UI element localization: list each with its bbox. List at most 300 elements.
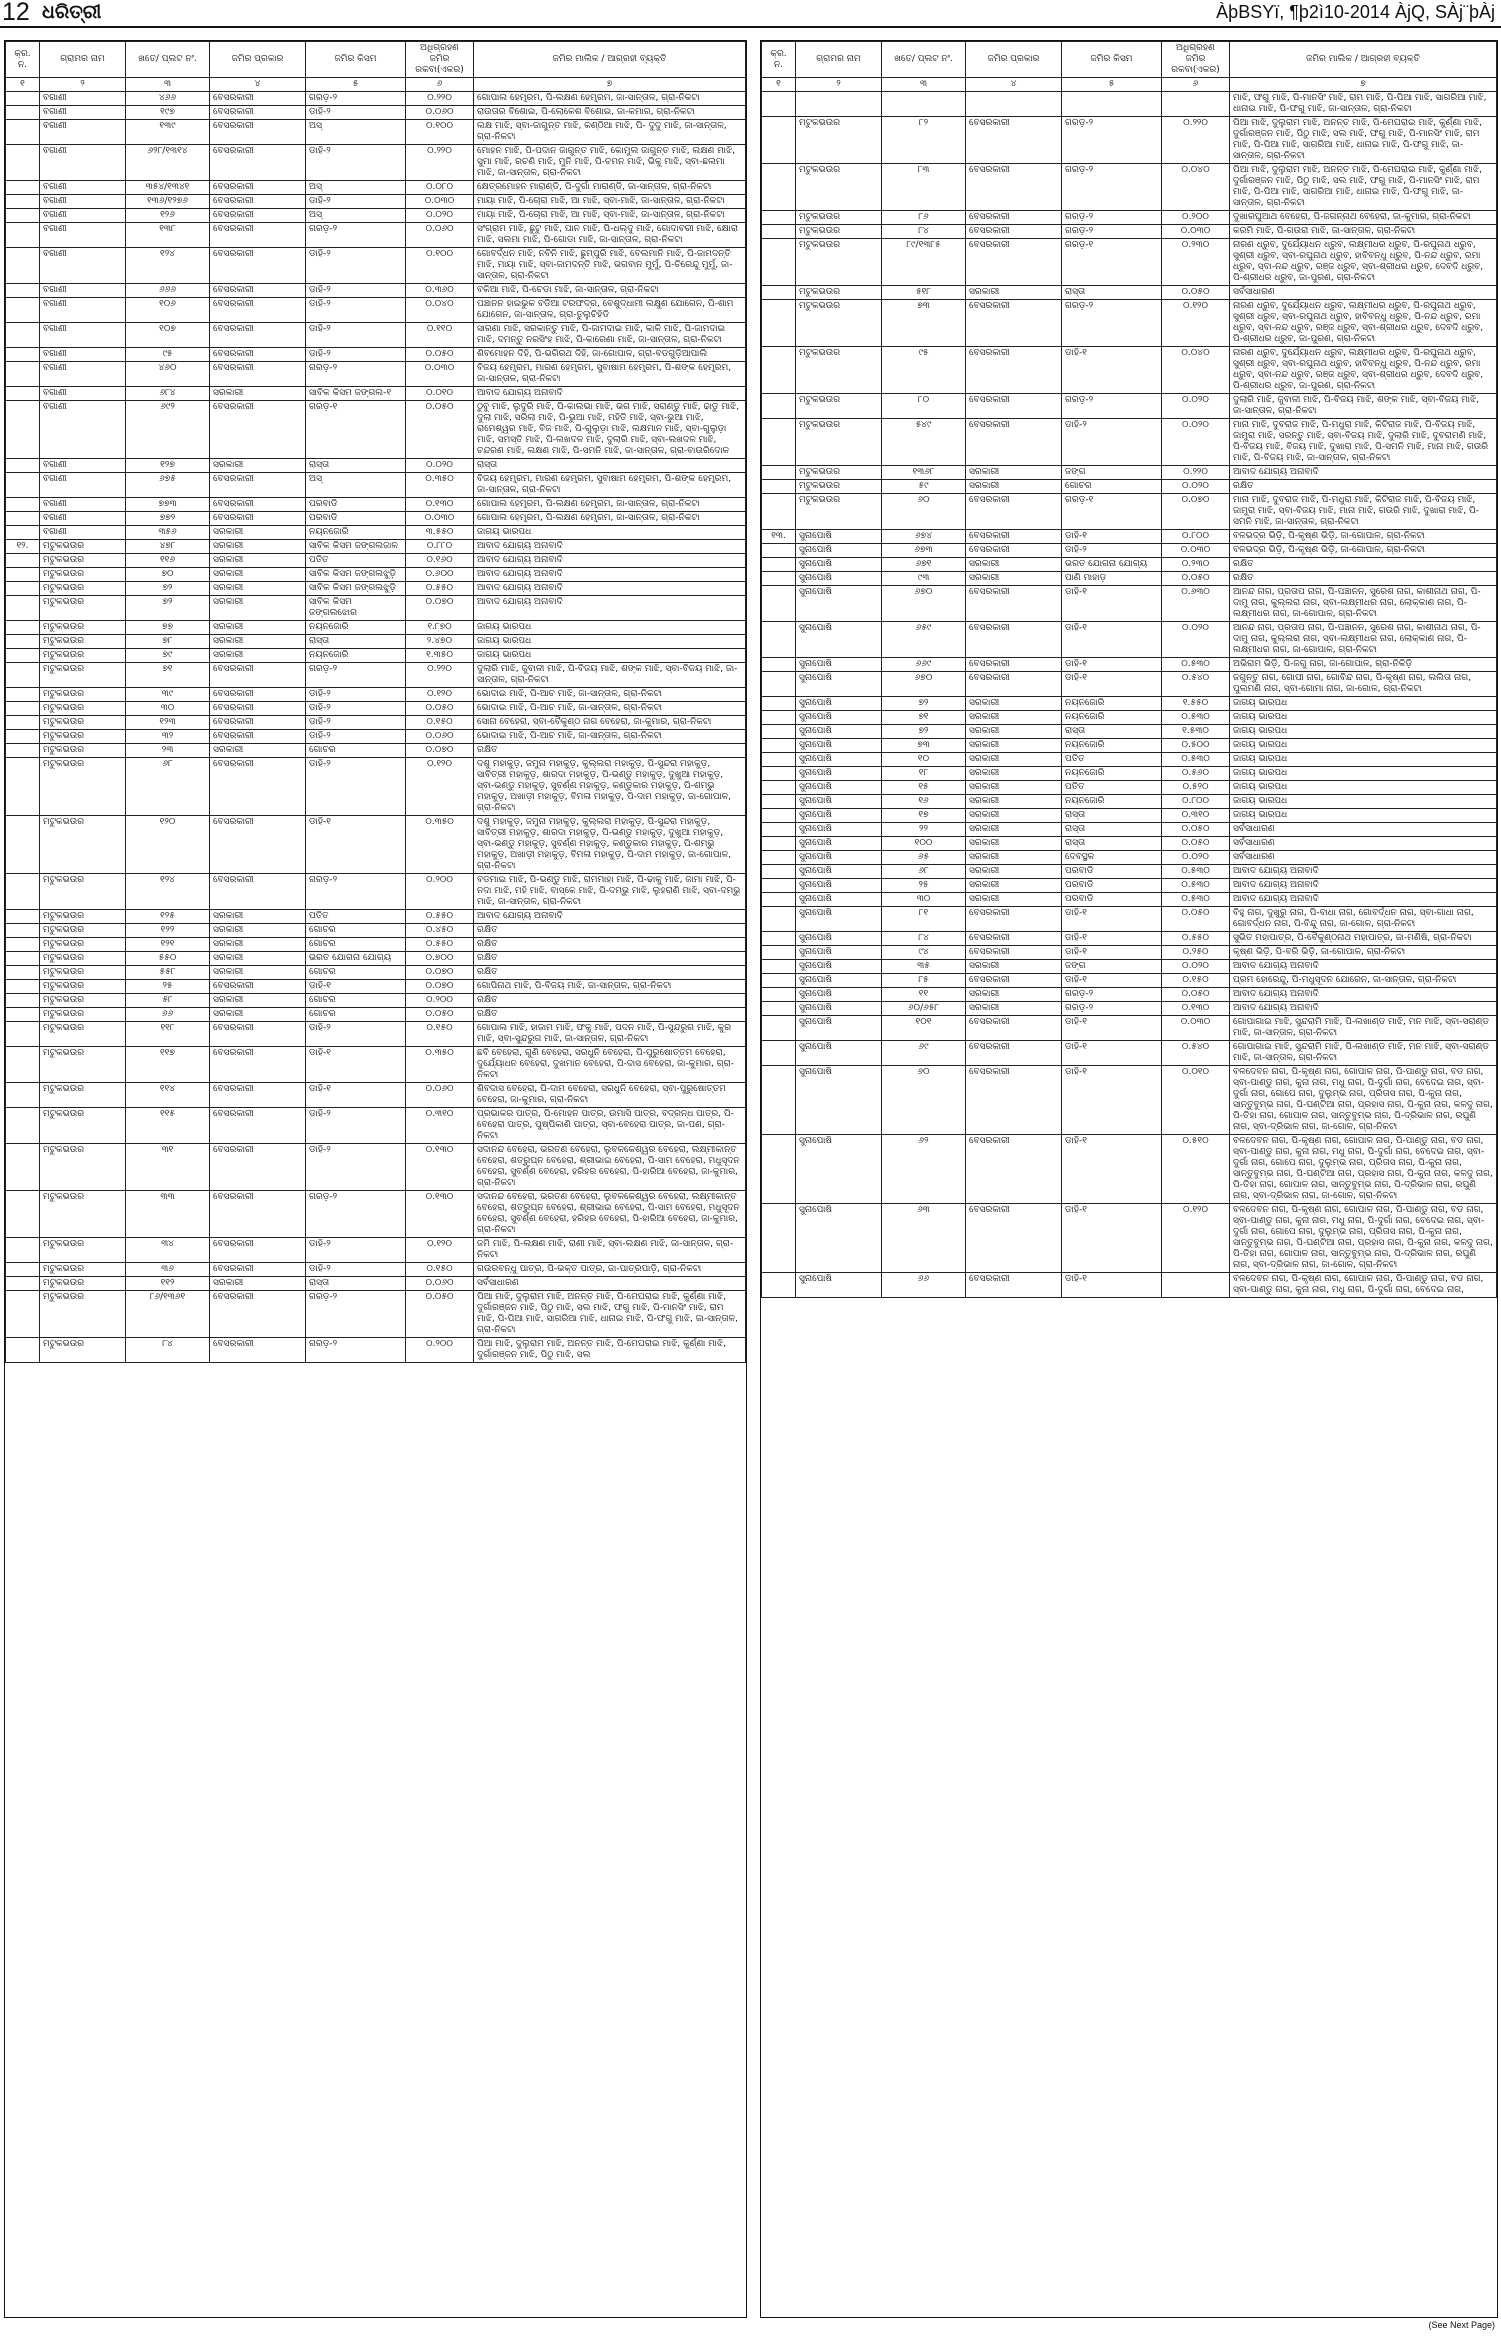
table-row <box>6 498 746 512</box>
kisam-cell: ପତିତ <box>1062 781 1162 795</box>
serial-cell <box>6 1022 40 1047</box>
village-cell: ସୁନାପୋଷି <box>796 753 882 767</box>
table-row <box>6 348 746 362</box>
serial-cell <box>6 1144 40 1191</box>
owner-cell: କୃଷ୍ଣ ଭିଡ଼ି, ପି-ବରି ଭିଡ଼ି, ଜା-ଗୋପାଳ, ଗ୍ରା-ନିକଟା <box>1230 946 1497 960</box>
village-cell: ବଗାଣୀ <box>40 248 126 284</box>
area-cell: ୦.୫୩୦ <box>1162 879 1230 893</box>
serial-cell <box>762 544 796 558</box>
area-cell: ୦.୧୦୦ <box>406 120 474 145</box>
kisam-cell: ସାବିକ କିସମ ଜଙ୍ଗଲଝୁଡ଼ି <box>306 568 406 582</box>
village-cell: ସୁନାପୋଷି <box>796 739 882 753</box>
village-cell: ମଟୁକଭଉର <box>40 816 126 874</box>
column-number: ୩ <box>126 78 210 92</box>
table-row <box>6 980 746 994</box>
plot-cell: ୧୨୪ <box>126 248 210 284</box>
owner-cell: ନାରଣ ଧ୍ରୁବ, ଦୁର୍ଯ୍ୟୋଧନ ଧ୍ରୁବ, ଲକ୍ଷ୍ମୀଧର ଧ୍ରୁବ, ପି-ରଘୁନାଥ ଧ୍ରୁବ, ସୁଶ୍ରୀ ଧ୍ରୁବ, ସ୍ବା-ରଘୁନାଥ ଧ୍ରୁବ, ହାବିବନ୍ଧୁ ଧ୍ରୁବ, ପି-ନନ୍ଦ ଧ୍ରୁବ, ରମା ଧ୍ରୁବ, ସ୍ବା-ନନ୍ଦ ଧ୍ରୁବ, ରଞ୍ଜ ଧ୍ରୁବ, ସ୍ବା-ଶ୍ରୀଧର ଧ୍ରୁବ, ଦେବଦି ଧ୍ରୁବ, ପି-ଶ୍ରୀଧର ଧ୍ରୁବ, ଜା-ପୁରଣ, ଗ୍ରା-ନିକଟା <box>1230 239 1497 286</box>
serial-cell <box>6 688 40 702</box>
owner-cell: ସର୍ବସାଧାରଣ <box>1230 823 1497 837</box>
serial-cell: ୧୩. <box>762 530 796 544</box>
owner-cell: ଆବାଦ ଯୋଗ୍ୟ ଅନାବାଦି <box>474 596 746 621</box>
plot-cell: ୬୭୩ <box>882 544 966 558</box>
kisam-cell: ରାସ୍ତା <box>1062 725 1162 739</box>
plot-cell: ୨୫ <box>882 879 966 893</box>
village-cell: ସୁନାପୋଷି <box>796 781 882 795</box>
kisam-cell: ଗରଡ଼-୨ <box>306 1191 406 1238</box>
kisam-cell: ସାବିକ କିସମ ଜଙ୍ଗଲଜାଳ <box>306 540 406 554</box>
village-cell: ବଗାଣୀ <box>40 348 126 362</box>
serial-cell <box>6 994 40 1008</box>
village-cell: ମଟୁକଭଉର <box>796 394 882 419</box>
serial-cell <box>762 725 796 739</box>
owner-cell: ଆବାଦ ଯୋଗ୍ୟ ଅନାବାଦି <box>474 910 746 924</box>
serial-cell <box>6 401 40 459</box>
column-number: ୫ <box>1062 78 1162 92</box>
land-type-cell: ସରକାରୀ <box>966 767 1062 781</box>
serial-cell <box>762 347 796 394</box>
land-type-cell: ବେସରକାରୀ <box>966 1135 1062 1204</box>
serial-cell <box>762 1204 796 1273</box>
land-type-cell: ବେସରକାରୀ <box>210 348 306 362</box>
column-header: ଅଧିଗ୍ରହଣ ଜମିର ରକବା(ଏକର) <box>406 42 474 78</box>
serial-cell <box>762 658 796 672</box>
village-cell: ସୁନାପୋଷି <box>796 1066 882 1135</box>
plot-cell: ୧୨୭ <box>126 459 210 473</box>
serial-cell <box>762 1002 796 1016</box>
plot-cell: ୧୧୨ <box>126 1277 210 1291</box>
village-cell: ମଟୁକଭଉର <box>40 1263 126 1277</box>
owner-cell: ଗୋପିନାଥ ମାଝି, ପି-ବିଜୟ ମାଝି, ଜା-ସାନ୍ତାଳ, ଗ୍ରା-ନିକଟା <box>474 980 746 994</box>
area-cell: ୦.୩୫୦ <box>406 1047 474 1083</box>
land-type-cell: ସରକାରୀ <box>966 480 1062 494</box>
owner-cell: ରାଉତାର ବିଶୋଇ, ପି-ଲୋକେଶ ବିଶୋଇ, ଜା-କମାର, ଗ୍ରା-ନିକଟା <box>474 106 746 120</box>
owner-cell: ଜମି ମାଝି, ପି-ଲକ୍ଷଣ ମାଝି, ରାଣୀ ମାଝି, ସ୍ବା-ଲକ୍ଷଣ ମାଝି, ଜା-ସାନ୍ତାଳ, ଗ୍ରା-ନିକଟା <box>474 1238 746 1263</box>
village-cell: ସୁନାପୋଷି <box>796 988 882 1002</box>
land-type-cell: ବେସରକାରୀ <box>210 323 306 348</box>
table-row <box>762 988 1497 1002</box>
table-row <box>6 1144 746 1191</box>
owner-cell: ଠୁବୁ ମାଝି, ଲୁଦୁରି ମାଝି, ପି-କାଲଭା ମାଝି, ଭଗ ମାଝି, ସରାଣ୍ଡୁ ମାଝି, ଢାଡୁ ମାଝି, ଦୁଲା ମାଝି, ସରିଲା ମାଝି, ପି-ଭୁଆ ମାଝି, ମହିତି ମାଝି, ସ୍ବା-ଭୁଆ ମାଝି, ରାମେଶ୍ୱର ମାଝି, ବିଜ ମାଝି, ପି-ଗୁଲୁଡ଼ା ମାଝି, ଲକ୍ଷମାନ ମାଝି, ସ୍ବା-ଗୁଲୁଡ଼ା ମାଝି, ସମସ୍ତି ମାଝି, ପି-ଲଖଦଳ ମାଝି, ଦୁଲାରି ମାଝି, ସ୍ବା-ଲଖଦଳ ମାଝି, ଚନ୍ଦରଣ ମାଝି, ଲକ୍ଷଣ ମାଝି, ପି-ସମନି ମାଝି, ଜା-ସାନ୍ତାଳ, ଗ୍ରା-ବାଉରିଦୋଳ <box>474 401 746 459</box>
table-row <box>6 298 746 323</box>
serial-cell <box>6 596 40 621</box>
owner-cell: ରକ୍ଷିତ <box>474 994 746 1008</box>
kisam-cell: ଡାହି-୧ <box>1062 586 1162 622</box>
serial-cell <box>762 286 796 300</box>
serial-cell <box>762 946 796 960</box>
owner-cell: ପିଆ ମାଝି, ଦୁଲୁରାମ ମାଝି, ଅନନ୍ତ ମାଝି, ପି-ମେଘରାଇ ମାଝି, କୁର୍ଣ୍ଣା ମାଝି, ଦୁର୍ଗାରଞ୍ଜନ ମାଝି, ପିଠୁ ମାଝି, ସଲ <box>474 1338 746 1363</box>
kisam-cell: ସାବିକ କିସମ ଜଙ୍ଗଲଝୁଡ଼ି <box>306 582 406 596</box>
serial-cell <box>762 823 796 837</box>
area-cell: ୩.୫୫୦ <box>406 526 474 540</box>
area-cell: ୦.୦୬୦ <box>406 1277 474 1291</box>
village-cell: ମଟୁକଭଉର <box>40 1238 126 1263</box>
serial-cell <box>6 568 40 582</box>
land-type-cell: ବେସରକାରୀ <box>210 758 306 816</box>
land-type-cell: ସରକାରୀ <box>966 823 1062 837</box>
plot-cell: ୧୨୬ <box>126 209 210 223</box>
village-cell: ସୁନାପୋଷି <box>796 932 882 946</box>
area-cell: ୦.୦୭୦ <box>406 596 474 621</box>
table-row <box>762 672 1497 697</box>
land-type-cell: ବେସରକାରୀ <box>210 362 306 387</box>
table-row <box>762 823 1497 837</box>
land-type-cell: ସରକାରୀ <box>210 938 306 952</box>
table-row <box>762 530 1497 544</box>
table-row <box>762 544 1497 558</box>
owner-cell: ବକିଆ ମାଝି, ପି-ଚେଡା ମାଝି, ଜା-ସାନ୍ତାଳ, ଗ୍ରା-ନିକଟା <box>474 284 746 298</box>
table-row <box>6 540 746 554</box>
area-cell: ୦.୩୬୦ <box>406 284 474 298</box>
owner-cell: ଜାଗୟ ଭାରପଧ <box>1230 697 1497 711</box>
owner-cell: ଲକ୍ଷ ମାଝି, ସ୍ବା-ଜାଗୁନ୍ତ ମାଝି, କଣ୍ଠିଆ ମାଝି, ପି- ଦୁଦୁ ମାଝି, ଜା-ସାନ୍ତାଳ, ଗ୍ରା-ନିକଟା <box>474 120 746 145</box>
village-cell: ସୁନାପୋଷି <box>796 1002 882 1016</box>
land-type-cell: ସରକାରୀ <box>210 540 306 554</box>
owner-cell: ଦୁଲାରି ମାଝି, ଜୁବାଳୀ ମାଝି, ପି-ବିଜୟ ମାଝି, ଶଙ୍କ ମାଝି, ସ୍ବା-ବିଜୟ ମାଝି, ଜା-ସାନ୍ତାଳ, ଗ୍ରା-ନିକଟା <box>1230 394 1497 419</box>
kisam-cell: ଗରଡ଼-୨ <box>306 874 406 910</box>
land-type-cell: ସରକାରୀ <box>210 526 306 540</box>
area-cell: ୦.୧୩୦ <box>1162 1002 1230 1016</box>
village-cell: ବଗାଣୀ <box>40 387 126 401</box>
area-cell: ୦.୦୭୦ <box>1162 494 1230 530</box>
village-cell: ସୁନାପୋଷି <box>796 711 882 725</box>
area-cell: ୦.୦୭୦ <box>406 744 474 758</box>
serial-cell <box>6 298 40 323</box>
owner-cell: ଜାଗୟ ଭାରପଧ <box>474 649 746 663</box>
area-cell: ୦.୫୪୦ <box>1162 1041 1230 1066</box>
owner-cell: ସର୍ବସାଧାରଣ <box>1230 286 1497 300</box>
owner-cell: ସଦାନନ୍ଦ ବେହେରା, ଭରତଣ ବେହେରା, ଲୁବଳକେଶ୍ୱର ବେହେରା, ଲକ୍ଷ୍ମୀକାନ୍ତ ବେହେରା, ଶତ୍ରୁଘ୍ନ ବେହେରା, ଶ୍ରୀଭାଇ ବେହେରା, ପି-ସାମ ବେହେରା, ମଧୁସୂଦନ ବେହେରା, ସୁବର୍ଣ୍ଣ ବେହେରା, ହରିହର ବେହେରା, ପି-ହାରିଆ ବେହେରା, ଜା-କୁମାର, ଗ୍ରା-ନିକଟା <box>474 1144 746 1191</box>
area-cell: ୨.୪୭୦ <box>406 635 474 649</box>
village-cell: ମଟୁକଭଉର <box>40 758 126 816</box>
kisam-cell: ଡାହି-୧ <box>306 816 406 874</box>
owner-cell: ଆନନ୍ଦ ନାଗ, ପ୍ରତାପ ନାଗ, ପି-ପଞ୍ଚାନନ, ସୁରେଶ ନାଗ, କାଶୀନାଥ ନାଗ, ପି-ଦାମୁ ନାଗ, କୁଲ୍ଲରା ନାଗ, ସ୍ବା-ଲକ୍ଷ୍ମୀଧର ନାଗ, ଲୋକ୍କାଣ ନାଗ, ପି-ଲକ୍ଷ୍ମୀଧର ନାଗ, ଜା-ଗୋପାଳ, ଗ୍ରା-ନିକଟା <box>1230 622 1497 658</box>
table-row <box>762 795 1497 809</box>
owner-cell: ମାୟା ମାଝି, ପି-ଚୋରା ମାଝି, ଆ ମାଝି, ସ୍ବା-ମାଝି, ଜା-ସାନ୍ତାଳ, ଗ୍ରା-ନିକଟା <box>474 209 746 223</box>
kisam-cell: ପରବାଡି <box>306 498 406 512</box>
owner-cell: ବଳଦେବନ ନାଗ, ପି-କୃଷ୍ଣ ନାଗ, ଗୋପାଳ ନାଗ, ପି-ପାଣ୍ଡୁ ନାଗ, ବଡ ନାଗ, ସ୍ବା-ପାଣ୍ଡୁ ନାଗ, କୁନା ନାଗ, ମଧୁ ନାଗ, ପି-ଦୁର୍ଗା ନାଗ, ବେଦେଇ ନାଗ, <box>1230 1273 1497 1298</box>
plot-cell: ୧୧୪ <box>126 1083 210 1108</box>
kisam-cell: ଗରଡ଼-୨ <box>1062 225 1162 239</box>
village-cell: ମଟୁକଭଉର <box>796 211 882 225</box>
kisam-cell: ଡାହି-୨ <box>306 348 406 362</box>
land-type-cell: ବେସରକାରୀ <box>966 586 1062 622</box>
area-cell: ୦.୦୨୦ <box>1162 960 1230 974</box>
kisam-cell: ଡାହି-୨ <box>1062 419 1162 466</box>
village-cell: ମଟୁକଭଉର <box>40 635 126 649</box>
area-cell: ୦.୦୫୦ <box>406 401 474 459</box>
land-type-cell: ସରକାରୀ <box>210 924 306 938</box>
serial-cell <box>762 466 796 480</box>
table-row <box>762 1273 1497 1298</box>
land-type-cell: ବେସରକାରୀ <box>210 298 306 323</box>
serial-cell <box>762 932 796 946</box>
land-type-cell: ବେସରକାରୀ <box>210 181 306 195</box>
table-row <box>762 494 1497 530</box>
land-type-cell: ସରକାରୀ <box>966 711 1062 725</box>
village-cell: ମଟୁକଭଉର <box>40 716 126 730</box>
serial-cell <box>762 893 796 907</box>
owner-cell: ରକ୍ଷିତ <box>474 938 746 952</box>
plot-cell: ୧୬ <box>882 795 966 809</box>
table-row <box>762 572 1497 586</box>
table-row <box>6 744 746 758</box>
village-cell: ବଗାଣୀ <box>40 323 126 348</box>
owner-cell: ଆବାଦ ଯୋଗ୍ୟ ଅନାବାଦି <box>1230 988 1497 1002</box>
table-body-left <box>6 92 746 1363</box>
land-type-cell: ସରକାରୀ <box>210 952 306 966</box>
serial-cell <box>762 697 796 711</box>
owner-cell: ରକ୍ଷିତ <box>474 744 746 758</box>
table-row <box>762 286 1497 300</box>
area-cell: ୦.୦୪୦ <box>406 298 474 323</box>
land-type-cell: ବେସରକାରୀ <box>966 946 1062 960</box>
plot-cell: ୬୫ <box>882 851 966 865</box>
kisam-cell: ଡାହି-୨ <box>1062 544 1162 558</box>
serial-cell <box>6 1083 40 1108</box>
land-type-cell: ବେସରକାରୀ <box>210 223 306 248</box>
land-type-cell: ସରକାରୀ <box>210 994 306 1008</box>
serial-cell <box>762 558 796 572</box>
owner-cell: ବଳଦେବନ ନାଗ, ପି-କୃଷ୍ଣ ନାଗ, ଗୋପାଳ ନାଗ, ପି-ପାଣ୍ଡୁ ନାଗ, ବଡ ନାଗ, ସ୍ବା-ପାଣ୍ଡୁ ନାଗ, କୁନା ନାଗ, ମଧୁ ନାଗ, ପି-ଦୁର୍ଗା ନାଗ, ବେଦେଇ ନାଗ, ସ୍ବା-ଦୁର୍ଗା ନାଗ, ଗୋପେ ନାଗ, ଦୁଲୁମ୍ଭ ନାଗ, ପ୍ରିତାସ ନାଗ, ପି-କୁନା ନାଗ, ସାନ୍ତୁବୁମ୍ଭ ନାଗ, ପି-ଘଣ୍ଟିଆ ନାଗ, ପ୍ରହାସ ନାଗ, ପି-କୁନା ନାଗ, କଳଦୁ ନାଗ, ପି-ତିହା ନାଗ, ଗୋପାଳ ନାଗ, ସାନ୍ତୁବୁମ୍ଭ ନାଗ, ପି-ଦ୍ରିଭାଳ ନାଗ, ରଘୁଣି ନାଗ, ସ୍ବା-ଦ୍ରିଭାଳ ନାଗ, ଜା-ଗୋଳ, ଗ୍ରା-ନିକଟା <box>1230 1135 1497 1204</box>
kisam-cell: ରାସ୍ତା <box>1062 823 1162 837</box>
area-cell: ୦.୦୬୦ <box>406 730 474 744</box>
owner-cell: ସୋନା ବେହେରା, ସ୍ବା-ବୈକୁଣ୍ଠ ନାଗ ବେହେରା, ଜା-କୁମାର, ଗ୍ରା-ନିକଟା <box>474 716 746 730</box>
village-cell: ସୁନାପୋଷି <box>796 795 882 809</box>
land-type-cell: ବେସରକାରୀ <box>966 1204 1062 1273</box>
area-cell: ୦.୦୨୦ <box>1162 622 1230 658</box>
plot-cell: ୧୩୯ <box>126 120 210 145</box>
serial-cell <box>6 387 40 401</box>
area-cell: ୦.୫୫୦ <box>406 910 474 924</box>
land-type-cell: ସରକାରୀ <box>210 387 306 401</box>
plot-cell: ୫୯ <box>882 480 966 494</box>
owner-cell: ଗୋପାଲ ମାଝି, ହାଜାମ ମାଝି, ଫକୁ ମାଝି, ପଦନ ମାଝି, ପି-ସୁନ୍ଦରୁଗ ମାଝି, କୁର ମାଝି, ସ୍ବା-ସୁନ୍ଦରୁଗ ମାଝି, ଜା-ସାନ୍ତାଳ, ଗ୍ରା-ନିକଟା <box>474 1022 746 1047</box>
kisam-cell: ଡାହି-୨ <box>306 1263 406 1277</box>
owner-cell: ଜାଗୟ ଭାରପଧ <box>1230 711 1497 725</box>
plot-cell: ୧୩୬୮ <box>882 466 966 480</box>
village-cell: ମଟୁକଭଉର <box>40 540 126 554</box>
village-cell: ସୁନାପୋଷି <box>796 851 882 865</box>
serial-cell <box>6 635 40 649</box>
kisam-cell: ଗରଡ଼-୨ <box>1062 164 1162 211</box>
village-cell: ମଟୁକଭଉର <box>40 966 126 980</box>
table-row <box>762 753 1497 767</box>
land-type-cell: ସରକାରୀ <box>210 459 306 473</box>
plot-cell: ୧୨୦ <box>126 816 210 874</box>
table-row <box>6 195 746 209</box>
land-type-cell: ବେସରକାରୀ <box>210 195 306 209</box>
kisam-cell: ଗରଡ଼-୨ <box>306 362 406 387</box>
table-row <box>6 1263 746 1277</box>
land-type-cell: ବେସରକାରୀ <box>210 1263 306 1277</box>
owner-cell: ଛବି ବେହେରା, ଗୁଣି ବେହେରା, ସରଧୁନି ବେହେରା, ପି-ପୁରୁଷୋତ୍ତମ ବେହେରା, ଦୁର୍ଯ୍ୟୋଧନ ବେହେରା, ଦୁଖମାନ ବେହେରା, ପି-ଦାସ ବେହେରା, ଜା-କୁମାର, ଗ୍ରା-ନିକଟା <box>474 1047 746 1083</box>
land-type-cell: ବେସରକାରୀ <box>966 394 1062 419</box>
area-cell: ୦.୦୫୦ <box>1162 907 1230 932</box>
kisam-cell: ଗରଡ଼-୨ <box>306 92 406 106</box>
village-cell: ମଟୁକଭଉର <box>796 347 882 394</box>
owner-cell: ପ୍ରମ ହୋରେନ୍ଦୁ, ପି-ମଧୁସୂଦନ ଯୋରେନ, ଜା-ସାନ୍ତାଳ, ଗ୍ରା-ନିକଟା <box>1230 974 1497 988</box>
table-row <box>6 512 746 526</box>
plot-cell: ୭୨ <box>126 582 210 596</box>
kisam-cell: ଡାହି-୨ <box>306 145 406 181</box>
plot-cell: ୬୩ <box>882 1204 966 1273</box>
land-type-cell: ବେସରକାରୀ <box>210 498 306 512</box>
owner-cell: ରକ୍ଷିତ <box>1230 558 1497 572</box>
table-row <box>762 1016 1497 1041</box>
serial-cell <box>6 663 40 688</box>
serial-cell <box>6 1338 40 1363</box>
plot-cell: ୧୫ <box>882 781 966 795</box>
table-row <box>6 635 746 649</box>
serial-cell <box>762 865 796 879</box>
serial-cell <box>762 879 796 893</box>
table-row <box>6 966 746 980</box>
kisam-cell: ଡାହି-୧ <box>1062 1273 1162 1298</box>
area-cell: ୦.୫୬୦ <box>1162 767 1230 781</box>
serial-cell <box>762 1041 796 1066</box>
kisam-cell: ଡାହି-୨ <box>306 1022 406 1047</box>
land-type-cell: ବେସରକାରୀ <box>966 544 1062 558</box>
owner-cell: ଜାଗୟ ଭାରପଧ <box>474 635 746 649</box>
land-type-cell: ବେସରକାରୀ <box>966 117 1062 164</box>
table-row <box>762 907 1497 932</box>
plot-cell: ୧୦ <box>882 753 966 767</box>
land-type-cell: ବେସରକାରୀ <box>966 1273 1062 1298</box>
village-cell: ସୁନାପୋଷି <box>796 1016 882 1041</box>
plot-cell: ୬୨ <box>882 1135 966 1204</box>
table-row <box>6 994 746 1008</box>
land-type-cell: ସରକାରୀ <box>966 739 1062 753</box>
kisam-cell: ପରବାଡି <box>1062 893 1162 907</box>
village-cell: ମଟୁକଭଉର <box>40 1144 126 1191</box>
village-cell: ସୁନାପୋଷି <box>796 572 882 586</box>
village-cell: ବଗାଣୀ <box>40 512 126 526</box>
land-type-cell: ସରକାରୀ <box>966 286 1062 300</box>
plot-cell: ୧୩୬/୧୨୭୬ <box>126 195 210 209</box>
owner-cell: ଗୋପାଗାଇ ମାଝି, ସୁନ୍ଦରାମି ମାଝି, ପି-ଲଖାଣ୍ଡ ମାଝି, ମନ ମାଝି, ସ୍ବା-ସରାଣ୍ଡ ମାଝି, ଜା-ସାନ୍ତାଳ, ଗ୍ରା-ନିକଟା <box>1230 1016 1497 1041</box>
serial-cell <box>6 924 40 938</box>
kisam-cell: ଅସ୍ <box>306 181 406 195</box>
owner-cell: ଆବାଦ ଯୋଗ୍ୟ ଅନାବାଦି <box>1230 1002 1497 1016</box>
plot-cell: ୬୮ <box>882 865 966 879</box>
plot-cell: ୮୪ <box>882 225 966 239</box>
owner-cell: ଜାଗୟ ଭାରପଧ <box>1230 781 1497 795</box>
village-cell: ବଗାଣୀ <box>40 195 126 209</box>
owner-cell: ବିହୁ ନାଗ, ଦୁଖୁରୁ ନାଗ, ପି-ବାଧା ନାଗ, ଗୋବର୍ଦ୍ଧନ ନାଗ, ସ୍ବା-ଗାଧା ନାଗ, ଗୋବର୍ଦ୍ଧନ ନାଗ, ପି-ବିନ୍ଦୁ ନାଗ, ଜା-ଗୋଳ, ଗ୍ରା-ନିକଟା <box>1230 907 1497 932</box>
land-type-cell: ବେସରକାରୀ <box>210 1108 306 1144</box>
serial-cell <box>762 239 796 286</box>
land-type-cell: ବେସରକାରୀ <box>966 1016 1062 1041</box>
serial-cell <box>6 1108 40 1144</box>
land-type-cell: ସରକାରୀ <box>966 466 1062 480</box>
village-cell: ବଗାଣୀ <box>40 362 126 387</box>
area-cell: ୦.୨୩୦ <box>1162 239 1230 286</box>
area-cell: ୦.୧୨୦ <box>1162 300 1230 347</box>
land-type-cell: ବେସରକାରୀ <box>966 622 1062 658</box>
owner-cell: ବଡମାଇ ମାଝି, ପି-ଭଣ୍ଡୁ ମାଝି, ରାମମାହା ମାଝି, ପି-ଢାକୁ ମାଝି, ଜାମା ମାଝି, ପି-ନଦା ମାଝି, ମହି ମାଝି, ବାସ୍କେ ମାଝି, ପି-ଦମ୍ଭୁ ମାଝି, ଲୁହରାଣି ମାଝି, ସ୍ବା-ଦମ୍ଭୁ ମାଝି, ଜା-ସାନ୍ତାଳ, ଗ୍ରା-ନିକଟା <box>474 874 746 910</box>
kisam-cell: ଗରଡ଼-୨ <box>1062 300 1162 347</box>
kisam-cell: ନୟନଜୋରି <box>1062 767 1162 781</box>
plot-cell: ୩୨ <box>126 730 210 744</box>
plot-cell: ୬୫୯ <box>882 622 966 658</box>
land-type-cell: ବେସରକାରୀ <box>966 211 1062 225</box>
table-row <box>6 209 746 223</box>
land-type-cell <box>966 92 1062 117</box>
plot-cell: ୪୭୮ <box>126 540 210 554</box>
area-cell: ୦.୦୫୦ <box>1162 572 1230 586</box>
area-cell: ୦.୦୮୦ <box>406 181 474 195</box>
area-cell: ୦.୦୪୦ <box>1162 164 1230 211</box>
village-cell: ସୁନାପୋଷି <box>796 946 882 960</box>
table-row <box>762 419 1497 466</box>
village-cell: ସୁନାପୋଷି <box>796 974 882 988</box>
plot-cell: ୩୩ <box>126 1191 210 1238</box>
plot-cell: ୭୯ <box>126 649 210 663</box>
serial-cell <box>6 1047 40 1083</box>
table-row <box>6 145 746 181</box>
serial-cell <box>762 586 796 622</box>
area-cell: ୦.୮୮୦ <box>406 540 474 554</box>
village-cell: ମଟୁକଭଉର <box>40 1338 126 1363</box>
village-cell: ମଟୁକଭଉର <box>796 239 882 286</box>
kisam-cell: ଦେବସ୍ଥଳ <box>1062 851 1162 865</box>
land-type-cell: ସରକାରୀ <box>966 837 1062 851</box>
village-cell: ମଟୁକଭଉର <box>40 1277 126 1291</box>
village-cell: ବଗାଣୀ <box>40 401 126 459</box>
area-cell: ୦.୦୬୦ <box>406 223 474 248</box>
land-type-cell: ସରକାରୀ <box>966 795 1062 809</box>
owner-cell: ମାନା ମାଝି, ଦୁବରାଜ ମାଝି, ପି-ମଧୁରା ମାଝି, କିଟିରାଜ ମାଝି, ପି-ବିଜୟ ମାଝି, ଜାମୁରା ମାଝି, ସ୍ବା-ବିଜୟ ମାଝି, ମାନା ମାଝି, ଗଉରି ମାଝି, ଦୁଖାରା ମାଝି, ପି-ସମନି ମାଝି, ଜା-ସାନ୍ତାଳ, ଗ୍ରା-ନିକଟା <box>1230 494 1497 530</box>
kisam-cell: ଡାହି-୨ <box>306 284 406 298</box>
table-row <box>6 323 746 348</box>
table-row <box>762 1041 1497 1066</box>
plot-cell: ୭୦ <box>126 568 210 582</box>
village-cell: ବଗାଣୀ <box>40 298 126 323</box>
serial-cell <box>762 960 796 974</box>
plot-cell: ୬୦ <box>882 1066 966 1135</box>
land-type-cell: ସରକାରୀ <box>966 893 1062 907</box>
serial-cell <box>762 622 796 658</box>
see-next-page-note: (See Next Page) <box>1428 2320 1495 2330</box>
plot-cell: ୧୭ <box>882 809 966 823</box>
plot-cell: ୬୦ <box>882 494 966 530</box>
column-header: ଖତେ/ ପ୍ଲଟ ନଂ. <box>126 42 210 78</box>
village-cell: ମଟୁକଭଉର <box>40 910 126 924</box>
area-cell: ୦.୦୭୦ <box>406 966 474 980</box>
table-row <box>762 960 1497 974</box>
plot-cell: ୬୭୦ <box>882 672 966 697</box>
kisam-cell: ଡାହି-୨ <box>306 298 406 323</box>
kisam-cell: ଗରଡ଼-୨ <box>1062 211 1162 225</box>
area-cell: ୦.୧୩୦ <box>406 1144 474 1191</box>
kisam-cell: ଗରଡ଼-୧ <box>306 401 406 459</box>
village-cell: ସୁନାପୋଷି <box>796 725 882 739</box>
table-row <box>6 702 746 716</box>
serial-cell <box>6 195 40 209</box>
land-type-cell: ସରକାରୀ <box>966 572 1062 586</box>
kisam-cell: ଜଙ୍ଗ <box>1062 466 1162 480</box>
table-row <box>6 568 746 582</box>
village-cell: ବଗାଣୀ <box>40 209 126 223</box>
land-type-cell: ବେସରକାରୀ <box>966 300 1062 347</box>
village-cell: ସୁନାପୋଷି <box>796 823 882 837</box>
kisam-cell: ଗୋଚର <box>1062 480 1162 494</box>
table-row <box>6 1022 746 1047</box>
owner-cell: ମୋହନ ମାଝି, ପି-ପଦାନ ଜାଗୁନ୍ତ ମାଝି, କୋମୁଲ ଜାଗୁନ୍ତ ମାଝି, ଲକ୍ଷଣ ମାଝି, ସୁମା ମାଝି, ରଚଣି ମାଝି, ମୁନି ମାଝି, ପି-ଚମନ ମାଝି, ଭିକୁ ମାଝି, ସ୍ବା-ଛଲମା ମାଝି, ଜା-ସାନ୍ତାଳ, ଗ୍ରା-ନିକଟା <box>474 145 746 181</box>
serial-cell <box>6 702 40 716</box>
kisam-cell: ଗରଡ଼-୨ <box>1062 117 1162 164</box>
village-cell: ମଟୁକଭଉର <box>40 663 126 688</box>
